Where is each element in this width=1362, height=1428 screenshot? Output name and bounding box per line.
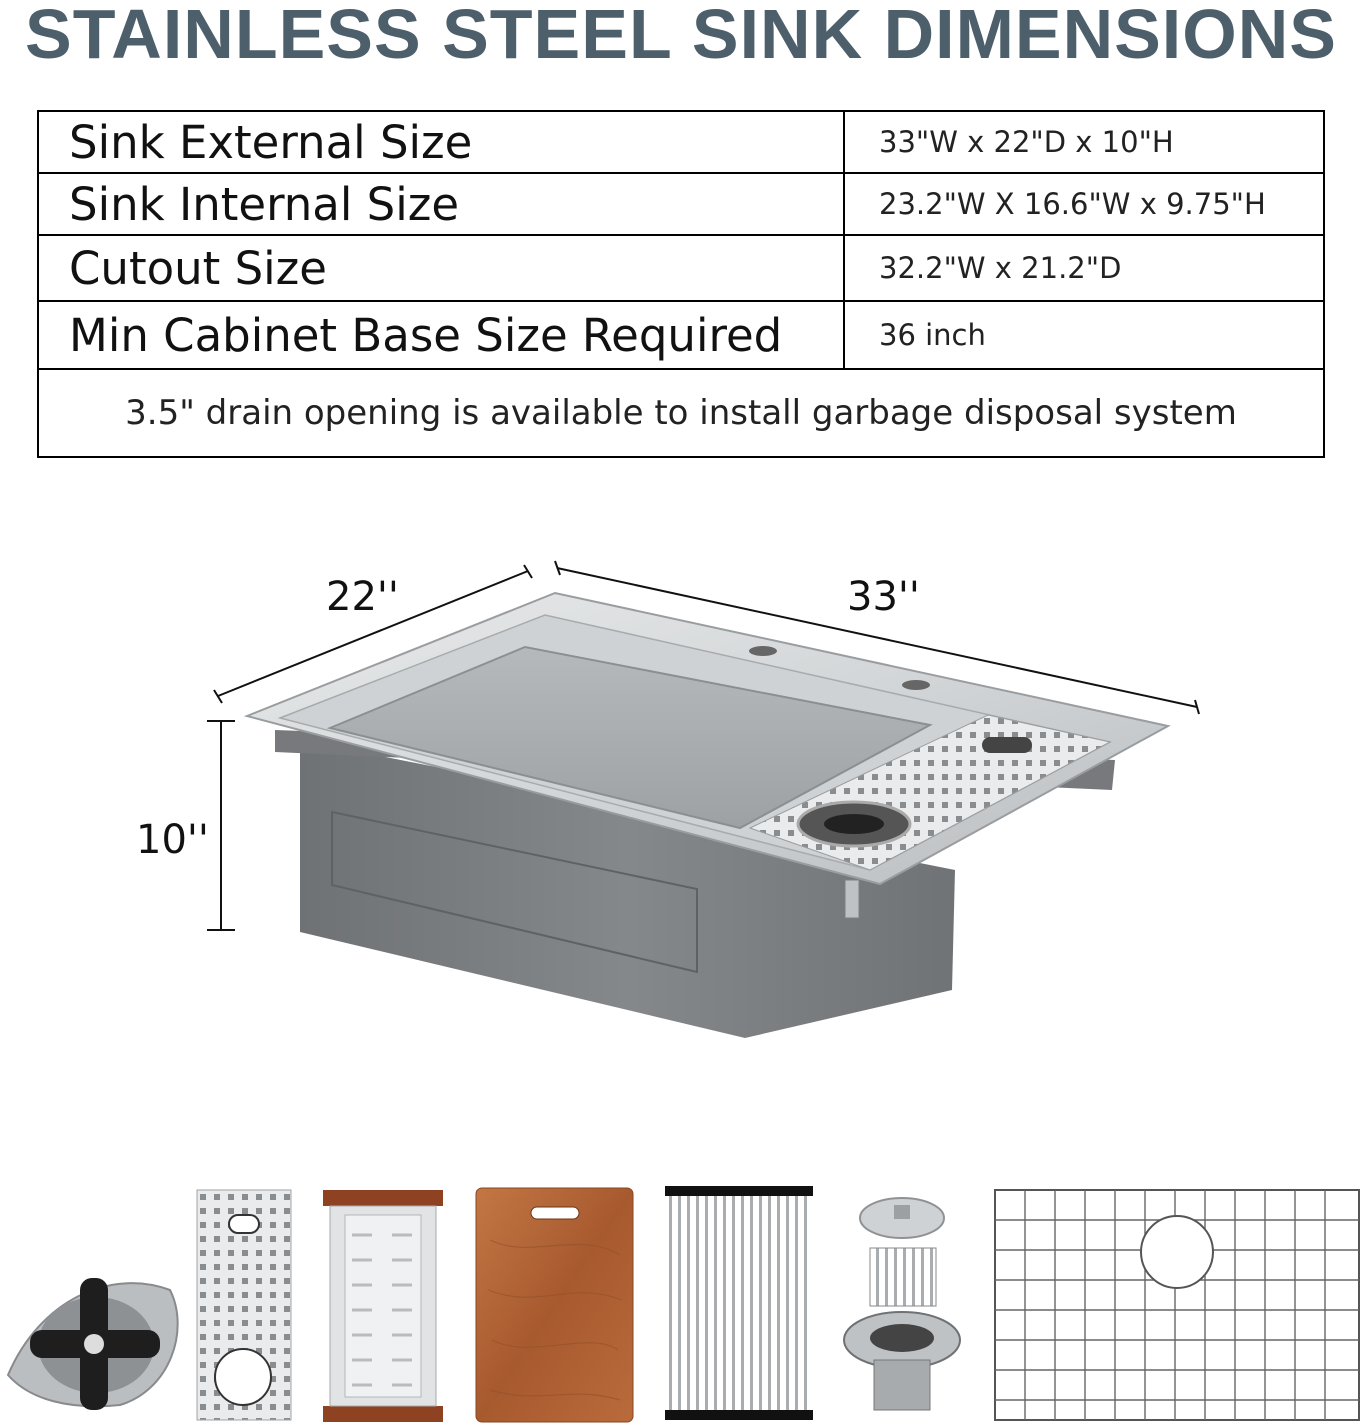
depth-dimension-label: 22'': [326, 574, 399, 620]
accessory-glass-rinser: [8, 1278, 178, 1410]
spec-label: Sink External Size: [38, 111, 844, 173]
accessory-cutting-board: [476, 1188, 633, 1422]
page-title: STAINLESS STEEL SINK DIMENSIONS: [25, 0, 1337, 73]
spec-value: 23.2"W X 16.6"W x 9.75"H: [844, 173, 1324, 235]
height-dimension-label: 10'': [136, 817, 209, 863]
accessory-roll-up-rack: [665, 1186, 813, 1420]
spec-label: Min Cabinet Base Size Required: [38, 301, 844, 369]
width-dimension-label: 33'': [847, 574, 920, 620]
accessory-bottom-grid: [995, 1190, 1359, 1420]
spec-value: 36 inch: [844, 301, 1324, 369]
drain-note: 3.5" drain opening is available to install garbage disposal system: [38, 369, 1324, 457]
spec-label: Cutout Size: [38, 235, 844, 301]
spec-label: Sink Internal Size: [38, 173, 844, 235]
accessory-colander: [323, 1190, 443, 1422]
spec-value: 33"W x 22"D x 10"H: [844, 111, 1324, 173]
accessory-strainer: [844, 1198, 960, 1410]
accessory-drain-board: [197, 1190, 291, 1420]
spec-value: 32.2"W x 21.2"D: [844, 235, 1324, 301]
